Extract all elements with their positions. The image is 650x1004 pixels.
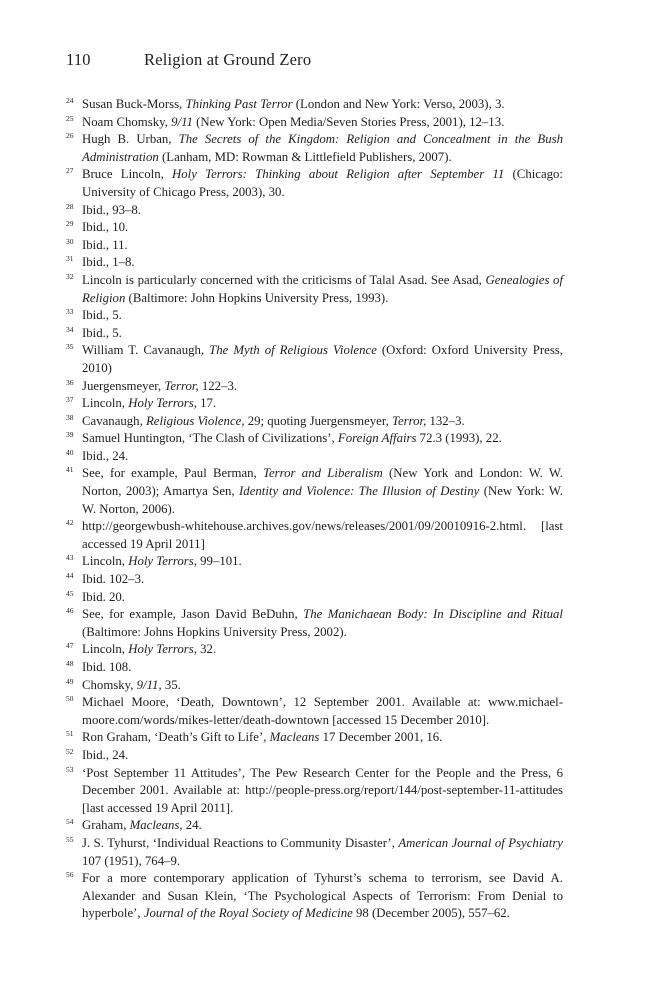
text-run: 72.3 (1993), 22. (416, 431, 502, 446)
text-run: 122–3. (198, 378, 238, 393)
text-run: (New York: W. W. Norton, 2006). (82, 484, 563, 516)
text-run: (Baltimore: John Hopkins University Press, 1993). (125, 290, 389, 305)
endnote (66, 96, 563, 114)
endnote-number: 51 (66, 729, 74, 739)
endnote (66, 571, 563, 589)
endnote-number: 30 (66, 236, 74, 246)
endnote-number: 28 (66, 201, 74, 211)
text-run: Lincoln, (82, 554, 129, 569)
endnote-text (82, 238, 128, 252)
running-title: Religion at Ground Zero (144, 50, 312, 69)
endnote-number: 48 (66, 659, 74, 668)
italic-title: 9/11 (171, 114, 193, 129)
endnote (66, 272, 563, 307)
text-run: For a more contemporary application of Tyhurst’s schema to terrorism, see David A. Alexander and Susan Klein, ‘The Psychological Aspects of Terrorism: From Denial to hyperbole’, (82, 871, 563, 921)
endnote-text (82, 273, 563, 305)
endnote-text (82, 255, 135, 269)
text-run: Lincoln, (82, 642, 129, 657)
endnote-number: 52 (66, 746, 74, 756)
endnote (66, 765, 563, 818)
endnote-number: 47 (66, 641, 74, 651)
endnote (66, 448, 563, 466)
endnote-number: 27 (66, 166, 74, 176)
text-run: Chomsky, (82, 677, 137, 692)
text-run: Ibid., 5. (82, 308, 122, 323)
endnote-text (82, 818, 202, 832)
text-run: Bruce Lincoln, (82, 167, 173, 182)
text-run: Juergensmeyer, (82, 378, 165, 393)
endnote (66, 219, 563, 237)
endnote-text (82, 642, 216, 656)
text-run: Ibid., 5. (82, 325, 122, 340)
text-run: 98 (December 2005), 557–62. (352, 906, 510, 921)
text-run: See, for example, Paul Berman, (82, 466, 264, 481)
text-run: 99–101. (196, 554, 242, 569)
endnote (66, 729, 563, 747)
italic-title: Thinking Past Terror (185, 97, 293, 111)
endnote-number: 56 (66, 870, 74, 880)
endnote (66, 659, 563, 677)
endnote (66, 553, 563, 571)
endnote-text (82, 607, 563, 639)
text-run: ‘Post September 11 Attitudes’, The Pew Research Center for the People and the Press, 6 December 2001. Available at: http://people-press.org/report/144/post-september-11-attitudes [last accessed 19 April 2011]. (82, 765, 563, 815)
endnote (66, 254, 563, 272)
endnote (66, 114, 563, 132)
endnote-text (82, 660, 131, 674)
endnote-text (82, 572, 144, 586)
endnote (66, 166, 563, 201)
running-head (66, 50, 311, 70)
text-run: 32. (196, 642, 217, 657)
endnote-number: 54 (66, 817, 74, 827)
endnote-text (82, 836, 563, 868)
endnote-number: 43 (66, 553, 74, 563)
endnote-text (82, 379, 237, 393)
endnote (66, 325, 563, 343)
text-run: See, for example, Jason David BeDuhn, (82, 607, 304, 622)
endnote-number: 31 (66, 254, 74, 264)
text-run: (Chicago: University of Chicago Press, 2003), 30. (82, 167, 563, 199)
italic-title: Terror and Liberalism (263, 466, 383, 481)
endnote-number: 25 (66, 113, 74, 123)
text-run: (Baltimore: Johns Hopkins University Press, 2002). (82, 624, 347, 639)
text-run: 17. (196, 396, 217, 411)
text-run: 35. (161, 677, 181, 692)
text-run: Ibid. 102–3. (82, 572, 145, 587)
text-run: Ibid. 108. (82, 660, 132, 674)
endnote-number: 53 (66, 764, 74, 774)
endnote-text (82, 326, 122, 340)
endnote-text (82, 132, 563, 164)
endnote-text (82, 730, 442, 744)
endnote (66, 430, 563, 448)
text-run: Samuel Huntington, ‘The Clash of Civilizations’, (82, 431, 338, 446)
italic-title: Foreign Affairs (337, 431, 417, 446)
endnote (66, 131, 563, 166)
endnote-number: 50 (66, 694, 74, 704)
endnote (66, 870, 563, 923)
italic-title: Macleans (269, 730, 320, 745)
text-run: (New York: Open Media/Seven Stories Press, 2001), 12–13. (192, 114, 505, 129)
endnote (66, 202, 563, 220)
endnote (66, 747, 563, 765)
endnote-text (82, 97, 505, 111)
text-run: 24. (182, 818, 202, 833)
italic-title: Genealogies of Religion (82, 272, 563, 305)
endnote (66, 465, 563, 518)
endnote-number: 41 (66, 465, 74, 475)
endnote (66, 817, 563, 835)
text-run: Noam Chomsky, (82, 114, 172, 129)
endnote-text (82, 203, 141, 217)
endnote (66, 518, 563, 553)
page-number: 110 (66, 50, 91, 69)
endnote (66, 395, 563, 413)
text-run: 132–3. (426, 413, 465, 428)
italic-title: American Journal of Psychiatry (398, 835, 563, 850)
text-run: Cavanaugh, (82, 413, 146, 428)
endnote-number: 37 (66, 395, 74, 405)
endnote (66, 413, 563, 431)
text-run: J. S. Tyhurst, ‘Individual Reactions to Community Disaster’, (82, 835, 399, 850)
endnote-text (82, 695, 563, 727)
text-run: (New York and London: W. W. Norton, 2003); Amartya Sen, (82, 466, 564, 499)
text-run: Ibid., 10. (82, 220, 129, 235)
italic-title: The Secrets of the Kingdom: Religion and Concealment in the Bush Administration (82, 132, 564, 164)
endnote-text (82, 748, 128, 762)
text-run: Ibid., 24. (82, 747, 129, 762)
italic-title: Holy Terrors: Thinking about Religion after September 11 (172, 167, 505, 182)
text-run: Ibid., 24. (82, 448, 129, 463)
text-run: 29; quoting Juergensmeyer, (244, 413, 392, 428)
endnote-text (82, 871, 563, 920)
endnote-number: 33 (66, 307, 74, 317)
endnote-text (82, 167, 563, 199)
endnote (66, 342, 563, 377)
endnote (66, 237, 563, 255)
endnote-text (82, 678, 181, 692)
text-run: Ibid., 93–8. (82, 202, 142, 217)
text-run: Ibid., 11. (82, 237, 128, 252)
endnote-number: 36 (66, 377, 74, 387)
italic-title: Religious Violence, (145, 413, 245, 428)
endnote-number: 45 (66, 588, 74, 598)
endnote-number: 55 (66, 834, 74, 844)
text-run: (Lanham, MD: Rowman & Littlefield Publishers, 2007). (158, 149, 452, 164)
endnote-text (82, 220, 128, 234)
italic-title: Identity and Violence: The Illusion of Destiny (239, 484, 480, 499)
italic-title: Terror, (392, 413, 427, 428)
italic-title: The Manichaean Body: In Discipline and Ritual (303, 607, 563, 622)
text-run: http://georgewbush-whitehouse.archives.gov/news/releases/2001/09/20010916-2.html. [last accessed 19 April 2011] (82, 519, 563, 551)
endnote-number: 29 (66, 219, 74, 229)
endnote (66, 589, 563, 607)
italic-title: Holy Terrors, (128, 396, 197, 411)
italic-title: Terror, (164, 378, 199, 393)
endnote (66, 606, 563, 641)
text-run: Hugh B. Urban, (82, 132, 179, 147)
endnote-number: 39 (66, 430, 74, 440)
endnote-text (82, 466, 563, 515)
endnote (66, 641, 563, 659)
italic-title: Holy Terrors, (128, 554, 197, 569)
endnote-text (82, 519, 563, 551)
text-run: William T. Cavanaugh, (82, 343, 210, 358)
endnote-text (82, 590, 125, 604)
endnote (66, 307, 563, 325)
endnote (66, 677, 563, 695)
text-run: Graham, (82, 818, 130, 833)
endnote (66, 835, 563, 870)
italic-title: 9/11, (136, 677, 162, 692)
italic-title: The Myth of Religious Violence (209, 343, 377, 358)
endnote-number: 42 (66, 518, 74, 528)
endnote-text (82, 414, 465, 428)
endnote-text (82, 115, 504, 129)
text-run: Ibid., 1–8. (82, 255, 135, 270)
endnote-number: 40 (66, 447, 74, 457)
endnote-text (82, 308, 122, 322)
endnote (66, 694, 563, 729)
endnote-text (82, 766, 563, 815)
endnote-text (82, 449, 128, 463)
italic-title: Macleans, (129, 818, 183, 833)
endnote-text (82, 343, 563, 375)
endnotes-list (66, 96, 563, 923)
text-run: Lincoln is particularly concerned with the criticisms of Talal Asad. See Asad, (82, 272, 486, 287)
endnote-number: 46 (66, 606, 74, 616)
endnote-number: 49 (66, 676, 74, 686)
text-run: Susan Buck-Morss, (82, 97, 186, 111)
text-run: Ron Graham, ‘Death’s Gift to Life’, (82, 730, 270, 745)
endnote-text (82, 554, 242, 568)
italic-title: Journal of the Royal Society of Medicine (143, 906, 353, 921)
endnote-number: 35 (66, 342, 74, 352)
endnote-number: 38 (66, 412, 74, 422)
endnote-number: 32 (66, 271, 74, 281)
italic-title: Holy Terrors, (128, 642, 197, 657)
endnote-text (82, 431, 502, 445)
endnote-number: 44 (66, 571, 74, 581)
text-run: 107 (1951), 764–9. (82, 853, 181, 868)
text-run: (Oxford: Oxford University Press, 2010) (82, 343, 563, 375)
endnote-number: 24 (66, 96, 74, 105)
text-run: (London and New York: Verso, 2003), 3. (292, 97, 505, 111)
endnote-number: 26 (66, 131, 74, 141)
text-run: 17 December 2001, 16. (319, 730, 443, 745)
text-run: Ibid. 20. (82, 589, 126, 604)
text-run: Michael Moore, ‘Death, Downtown’, 12 September 2001. Available at: www.michael-moore.com/words/mikes-letter/death-downtown [accessed 15 December 2010]. (82, 695, 563, 727)
endnote-number: 34 (66, 324, 74, 334)
text-run: Lincoln, (82, 396, 129, 411)
endnote-text (82, 396, 216, 410)
endnote (66, 378, 563, 396)
